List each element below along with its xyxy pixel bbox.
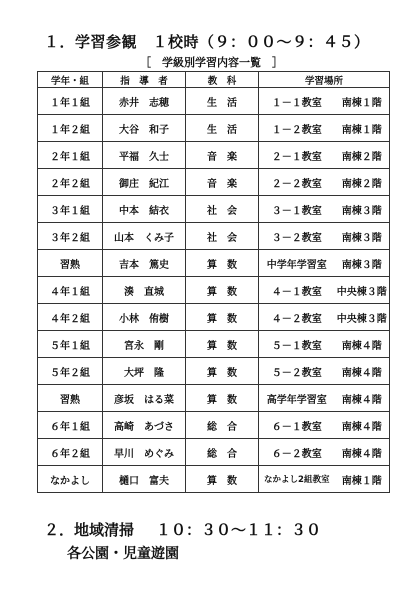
cell-room: ２－１教室 xyxy=(259,142,335,169)
section1-title: １．学習参観 １校時（９：００〜９：４５） xyxy=(44,33,370,51)
table-row xyxy=(38,466,390,493)
header-class: 学年・組 xyxy=(38,72,103,88)
cell-room: 高学年学習室 xyxy=(259,385,335,412)
cell-building: 南棟３階 xyxy=(335,250,390,277)
cell-building: 南棟４階 xyxy=(335,331,390,358)
cell-subject: 生 活 xyxy=(186,88,259,115)
table-row xyxy=(38,412,390,439)
cell-room: １－１教室 xyxy=(259,88,335,115)
cell-subject: 算 数 xyxy=(186,277,259,304)
cell-building: 南棟１階 xyxy=(335,88,390,115)
cell-room: ５－２教室 xyxy=(259,358,335,385)
cell-room: ６－１教室 xyxy=(259,412,335,439)
cell-subject: 算 数 xyxy=(186,331,259,358)
section2-time: １０：３０〜１１：３０ xyxy=(156,521,322,539)
cell-subject: 生 活 xyxy=(186,115,259,142)
cell-building: 南棟３階 xyxy=(335,223,390,250)
cell-teacher: 山本 くみ子 xyxy=(103,223,186,250)
cell-subject: 算 数 xyxy=(186,304,259,331)
cell-subject: 算 数 xyxy=(186,358,259,385)
header-teacher: 指 導 者 xyxy=(103,72,186,88)
cell-class: なかよし xyxy=(38,466,103,493)
cell-class: ４年２組 xyxy=(38,304,103,331)
cell-subject: 算 数 xyxy=(186,385,259,412)
table-row xyxy=(38,331,390,358)
cell-class: ３年１組 xyxy=(38,196,103,223)
cell-teacher: 早川 めぐみ xyxy=(103,439,186,466)
cell-class: ２年１組 xyxy=(38,142,103,169)
cell-building: 南棟４階 xyxy=(335,385,390,412)
cell-room: 中学年学習室 xyxy=(259,250,335,277)
table-row xyxy=(38,142,390,169)
cell-room: ４－１教室 xyxy=(259,277,335,304)
cell-teacher: 吉本 篤史 xyxy=(103,250,186,277)
cell-room: ２－２教室 xyxy=(259,169,335,196)
cell-subject: 算 数 xyxy=(186,250,259,277)
cell-subject: 算 数 xyxy=(186,466,259,493)
cell-class: 習熟 xyxy=(38,385,103,412)
cell-class: １年１組 xyxy=(38,88,103,115)
table-body xyxy=(38,88,390,493)
cell-room: １－２教室 xyxy=(259,115,335,142)
section2-heading: ２．地域清掃 xyxy=(44,521,135,539)
cell-subject: 音 楽 xyxy=(186,142,259,169)
section2-place: 各公園・児童遊園 xyxy=(67,546,179,562)
cell-class: ２年２組 xyxy=(38,169,103,196)
header-location: 学習場所 xyxy=(259,72,390,88)
cell-room: ５－１教室 xyxy=(259,331,335,358)
cell-building: 南棟４階 xyxy=(335,439,390,466)
cell-class: ５年２組 xyxy=(38,358,103,385)
cell-class: ５年１組 xyxy=(38,331,103,358)
cell-subject: 総 合 xyxy=(186,439,259,466)
table-row xyxy=(38,115,390,142)
table-row xyxy=(38,439,390,466)
cell-building: 中央棟３階 xyxy=(335,277,390,304)
cell-teacher: 宮永 剛 xyxy=(103,331,186,358)
table-row xyxy=(38,223,390,250)
class-schedule-table xyxy=(37,71,390,493)
table-row xyxy=(38,277,390,304)
cell-teacher: 大谷 和子 xyxy=(103,115,186,142)
cell-teacher: 御庄 紀江 xyxy=(103,169,186,196)
cell-class: 習熟 xyxy=(38,250,103,277)
table-row xyxy=(38,169,390,196)
cell-building: 南棟４階 xyxy=(335,412,390,439)
cell-teacher: 小林 侑樹 xyxy=(103,304,186,331)
cell-subject: 社 会 xyxy=(186,223,259,250)
table-row xyxy=(38,304,390,331)
table-subtitle: ［ 学級別学習内容一覧 ］ xyxy=(140,56,283,69)
cell-teacher: 平福 久士 xyxy=(103,142,186,169)
cell-room: ３－２教室 xyxy=(259,223,335,250)
cell-subject: 社 会 xyxy=(186,196,259,223)
cell-building: 中央棟３階 xyxy=(335,304,390,331)
header-subject: 教 科 xyxy=(186,72,259,88)
cell-teacher: 大坪 隆 xyxy=(103,358,186,385)
cell-class: ６年１組 xyxy=(38,412,103,439)
table-row xyxy=(38,250,390,277)
cell-building: 南棟１階 xyxy=(335,466,390,493)
cell-building: 南棟２階 xyxy=(335,169,390,196)
table-row xyxy=(38,196,390,223)
cell-class: ４年１組 xyxy=(38,277,103,304)
cell-teacher: 樋口 富夫 xyxy=(103,466,186,493)
cell-building: 南棟３階 xyxy=(335,196,390,223)
cell-teacher: 彦坂 はる菜 xyxy=(103,385,186,412)
cell-room: ６－２教室 xyxy=(259,439,335,466)
cell-room: なかよし2組教室 xyxy=(259,466,335,493)
cell-class: ６年２組 xyxy=(38,439,103,466)
cell-building: 南棟２階 xyxy=(335,142,390,169)
cell-teacher: 中本 結衣 xyxy=(103,196,186,223)
cell-class: １年２組 xyxy=(38,115,103,142)
table-row xyxy=(38,385,390,412)
table-row xyxy=(38,88,390,115)
cell-room: ４－２教室 xyxy=(259,304,335,331)
cell-subject: 音 楽 xyxy=(186,169,259,196)
cell-teacher: 湊 直城 xyxy=(103,277,186,304)
cell-teacher: 高崎 あづさ xyxy=(103,412,186,439)
cell-teacher: 赤井 志穂 xyxy=(103,88,186,115)
cell-building: 南棟１階 xyxy=(335,115,390,142)
cell-subject: 総 合 xyxy=(186,412,259,439)
cell-building: 南棟４階 xyxy=(335,358,390,385)
cell-class: ３年２組 xyxy=(38,223,103,250)
cell-room: ３－１教室 xyxy=(259,196,335,223)
section2-title xyxy=(44,519,321,540)
table-header-row xyxy=(38,72,390,88)
table-row xyxy=(38,358,390,385)
